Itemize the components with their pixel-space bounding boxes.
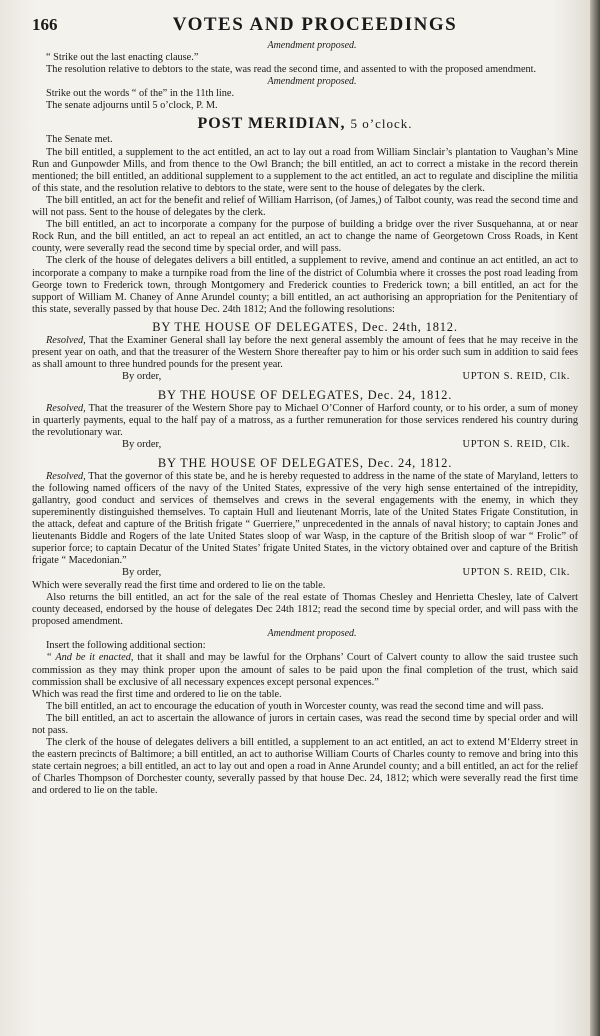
enacted-lead: “ And be it enacted, (46, 652, 134, 664)
clerk-signature: UPTON S. REID, Clk. (462, 371, 570, 383)
page-number: 166 (32, 15, 58, 34)
by-order: By order, (122, 439, 162, 451)
paragraph: The bill entitled, a supplement to the act entitled, an act to lay out a road from William Sinclair’s plantation to Vaughan’s Mine Run and Gunpowder Mills, and from thence to the Owl Branch; the bill entitled, an act to correct a mistake in the record therein mentioned; the bill entitled, an additional supplement to a supplement to the act entitled, an act to regulate and discipline the militia of this state, and the resolution relative to debtors to the state, were sent to the house of delegates by the clerk. (32, 146, 578, 194)
page-header (32, 14, 578, 36)
jurors-bill: The bill entitled, an act to ascertain the allowance of jurors in certain cases, was read the second time by special order and will not pass. (32, 712, 578, 736)
resolution-block (32, 321, 578, 384)
strike-clause: “ Strike out the last enacting clause.” (46, 52, 199, 63)
senate-met: The Senate met. (46, 134, 113, 146)
resolved-label: Resolved, (46, 334, 86, 346)
signature-row (32, 439, 578, 452)
clerk-signature: UPTON S. REID, Clk. (462, 439, 570, 451)
resolution-text (32, 335, 578, 371)
resolution-body: That the Examiner General shall lay before the next general assembly the amount of fees that he may receive in the present year on oath, and that the treasurer of the Western Shore thereafter pay to him or his order such sum in addition to said fees as shall amount to three hundred pounds for the present year. (32, 334, 579, 371)
resolution-body: That the governor of this state be, and he is hereby requested to address in the name of the state of Maryland, letters to the following named officers of the navy of the United States, expressive of the very high sense entertained of the intrepidity, gallantry, good conduct and services of themselves and crews in the several engagements with the enemy, in which they supereminently distinguished themselves. To captain Hull and lieutenant Morris, late of the United States Frigate Constitution, in the attack, defeat and capture of the British frigate “ Guerriere,” unprecedented in the annals of naval history; to captain Jones and lieutenants Biddle and Rogers of the late United States sloop of war Wasp, in the capture of the British sloop of war “ Frolic” of superior force; to captain Decatur of the United States’ frigate United States, in the victory obtained over and capture of the British frigate “ Macedonian.” (32, 470, 578, 567)
read-first-notice: Which were severally read the first time and ordered to lie on the table. (32, 579, 326, 591)
resolution-heading: BY THE HOUSE OF DELEGATES, Dec. 24, 1812. (157, 455, 453, 470)
resolved-label: Resolved, (46, 470, 86, 482)
chesley-bill: Also returns the bill entitled, an act for the sale of the real estate of Thomas Chesley and Henrietta Chesley, late of Calvert county deceased, endorsed by the house of delegates Dec 24th 1812; read the second time by special order, and will pass with the proposed amendment. (32, 592, 578, 628)
clerk-signature: UPTON S. REID, Clk. (462, 567, 570, 579)
insert-section: Insert the following additional section: (46, 640, 206, 652)
post-meridian-title (32, 115, 578, 133)
resolution-text (32, 403, 578, 439)
resolution-heading: BY THE HOUSE OF DELEGATES, Dec. 24, 1812. (157, 387, 453, 402)
signature-row (32, 371, 578, 384)
page-body (32, 40, 578, 798)
signature-row (32, 567, 578, 580)
amendment-label-2: Amendment proposed. (267, 76, 357, 88)
post-meridian-time: 5 o’clock. (350, 116, 413, 132)
final-paragraph: The clerk of the house of delegates delivers a bill entitled, a supplement to an act entitled, an act to extend M‘Elderry street in the eastern precincts of Baltimore; a bill entitled, an act to authorise William Courts of Charles county to remove and bring into this state certain negroes; a bill entitled, an act to lay out and open a road in Anne Arundel county; and a bill entitled, an act for the relief of Charles Thompson of Dorchester county, severally passed by that house Dec. 24, 1812; which were severally read the first time and ordered to lie on the table. (32, 737, 578, 797)
resolution-text (32, 471, 578, 568)
resolution-debtors: The resolution relative to debtors to the state, was read the second time, and assented to with the proposed amendment. (46, 64, 537, 76)
resolution-block (32, 457, 578, 580)
strike-words: Strike out the words “ of the” in the 11th line. (46, 88, 235, 100)
paragraph: The clerk of the house of delegates delivers a bill entitled, a supplement to revive, amend and continue an act entitled, an act to incorporate a company to make a turnpike road from the line of the district of Columbia where it crosses the post road leading from George town to Frederick town, through Montgomery and Frederick counties to Frederick town; a bill entitled, an act for the support of William M. Chaney of Anne Arundel county; a bill entitled, an act authorising an appropriation for the Penitentiary of this state, severally passed by that house Dec. 24th 1812; And the following resolutions: (32, 255, 578, 315)
resolution-body: That the treasurer of the Western Shore pay to Michael O’Conner of Harford county, or to his order, a sum of money in quarterly payments, equal to the half pay of a matross, as a further remuneration for those services rendered his country during the revolutionary war. (32, 402, 578, 439)
amendment-label-3: Amendment proposed. (267, 628, 357, 640)
post-meridian-label: POST MERIDIAN, (197, 115, 346, 133)
running-head: VOTES AND PROCEEDINGS (172, 14, 458, 35)
resolution-block (32, 389, 578, 452)
enacted-section (32, 652, 578, 688)
adjourn-notice: The senate adjourns until 5 o’clock, P. M. (46, 100, 218, 112)
which-read: Which was read the first time and ordered to lie on the table. (32, 688, 282, 700)
amendment-label: Amendment proposed. (267, 40, 357, 51)
paragraph: The bill entitled, an act for the benefit and relief of William Harrison, (of James,) of Talbot county, was read the second time and will not pass. Sent to the house of delegates by the clerk. (32, 194, 578, 219)
by-order: By order, (122, 567, 162, 579)
resolution-heading: BY THE HOUSE OF DELEGATES, Dec. 24th, 1812. (152, 319, 458, 334)
paragraph: The bill entitled, an act to incorporate a company for the purpose of building a bridge over the river Susquehanna, at or near Rock Run, and the bill entitled, an act to repeal an act entitled, an act to change the name of Georgetown Cross Roads, in Kent county, were severally read the second time by special order, and will pass. (32, 219, 578, 255)
by-order: By order, (122, 371, 162, 383)
enacted-text: that it shall and may be lawful for the Orphans’ Court of Calvert county to allow the said trustee such commission as they may think proper upon the amount of sales to be paid upon the final completion of the trust, which said commission shall be exclusive of all necessary expences except personal expences.” (32, 652, 578, 688)
worcester-bill: The bill entitled, an act to encourage the education of youth in Worcester county, was read the second time and will pass. (46, 700, 544, 712)
resolved-label: Resolved, (46, 402, 86, 414)
book-spine-shadow (590, 0, 600, 1036)
